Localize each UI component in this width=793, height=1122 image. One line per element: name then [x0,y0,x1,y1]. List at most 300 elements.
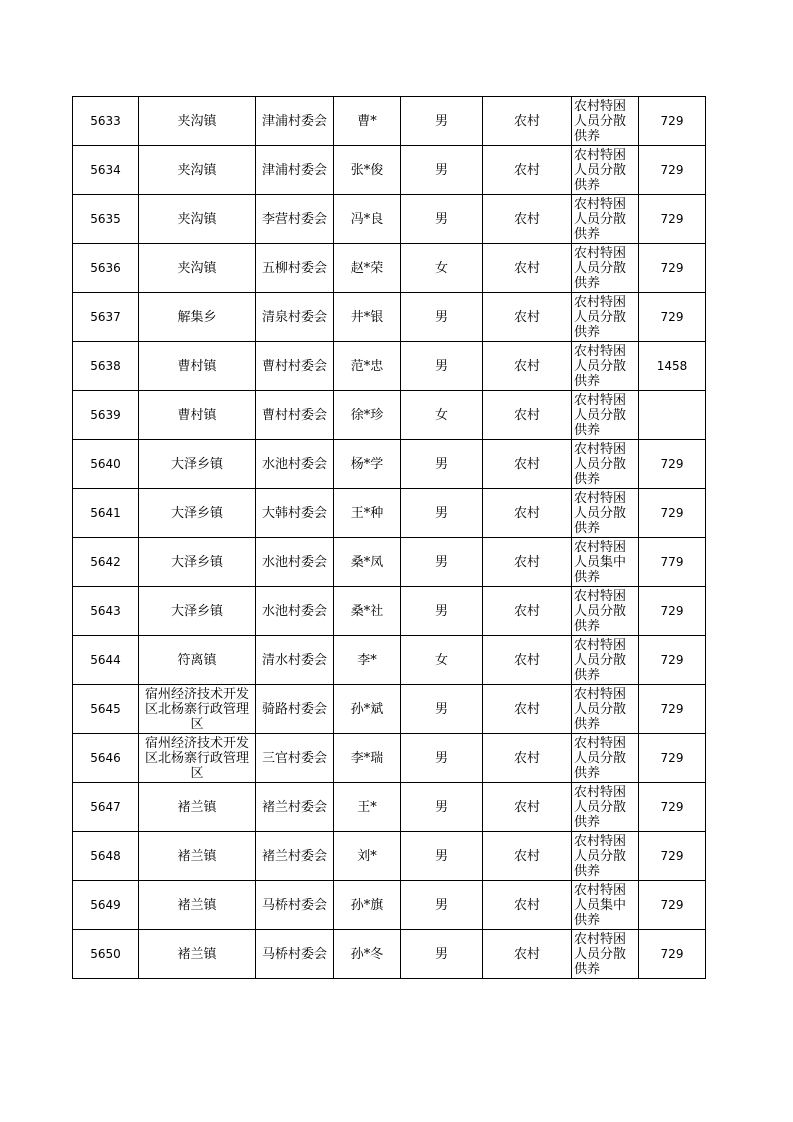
cell-town-text: 符离镇 [177,652,217,668]
cell-name [334,489,401,538]
cell-town [139,244,256,293]
cell-category-text: 农村特困人员分散供养 [574,931,627,977]
cell-gender [401,587,483,636]
cell-area [483,146,572,195]
cell-town-text: 褚兰镇 [177,946,217,962]
cell-name-text: 王*种 [350,505,384,521]
cell-town-text: 宿州经济技术开发区北杨寨行政管理区 [144,686,249,732]
cell-name-text: 孙*斌 [350,701,384,717]
table-row [73,538,706,587]
cell-id-text: 5650 [90,946,121,961]
cell-gender-text: 男 [434,603,448,619]
cell-gender-text: 男 [434,554,448,570]
cell-village-text: 津浦村委会 [261,162,327,178]
cell-town-text: 夹沟镇 [177,113,217,129]
cell-id-text: 5643 [90,603,121,618]
cell-amount-text: 1458 [656,358,688,373]
cell-category-text: 农村特困人员分散供养 [574,490,627,536]
cell-area-text: 农村 [513,554,540,570]
cell-gender [401,293,483,342]
cell-id-text: 5635 [90,211,121,226]
table-row [73,244,706,293]
cell-town [139,587,256,636]
cell-name [334,440,401,489]
table-body [73,97,706,979]
cell-amount-text: 729 [660,946,684,961]
cell-area-text: 农村 [513,848,540,864]
cell-town-text: 大泽乡镇 [170,603,223,619]
cell-gender [401,97,483,146]
cell-amount-text: 729 [660,456,684,471]
cell-area-text: 农村 [513,897,540,913]
cell-category-text: 农村特困人员分散供养 [574,98,627,144]
cell-id [73,538,139,587]
cell-amount [639,734,706,783]
cell-id [73,342,139,391]
cell-village-text: 大韩村委会 [261,505,327,521]
cell-amount [639,195,706,244]
cell-town-text: 褚兰镇 [177,799,217,815]
cell-id-text: 5640 [90,456,121,471]
cell-area [483,587,572,636]
cell-name-text: 孙*冬 [350,946,384,962]
cell-area-text: 农村 [513,701,540,717]
cell-gender [401,538,483,587]
cell-category-text: 农村特困人员分散供养 [574,833,627,879]
cell-amount-text: 729 [660,603,684,618]
cell-name [334,930,401,979]
cell-id [73,244,139,293]
cell-name [334,342,401,391]
cell-name-text: 刘* [357,848,377,864]
cell-town-text: 褚兰镇 [177,848,217,864]
cell-category-text: 农村特困人员分散供养 [574,441,627,487]
cell-village-text: 曹村村委会 [261,358,327,374]
cell-category [572,195,639,244]
cell-village [256,195,334,244]
cell-name [334,538,401,587]
cell-category [572,832,639,881]
cell-name [334,734,401,783]
cell-area [483,391,572,440]
cell-amount-text: 729 [660,750,684,765]
cell-category [572,783,639,832]
cell-town-text: 曹村镇 [177,358,217,374]
cell-town-text: 大泽乡镇 [170,456,223,472]
cell-village [256,783,334,832]
cell-town-text: 曹村镇 [177,407,217,423]
cell-amount [639,244,706,293]
cell-gender [401,881,483,930]
table-row [73,734,706,783]
cell-area-text: 农村 [513,456,540,472]
cell-village [256,489,334,538]
cell-category [572,97,639,146]
cell-village-text: 曹村村委会 [261,407,327,423]
cell-area-text: 农村 [513,799,540,815]
cell-id-text: 5639 [90,407,121,422]
cell-gender-text: 男 [434,211,448,227]
cell-name-text: 徐*珍 [350,407,384,423]
cell-amount [639,636,706,685]
cell-village-text: 水池村委会 [261,603,327,619]
cell-amount-text: 729 [660,260,684,275]
cell-area [483,195,572,244]
cell-village [256,538,334,587]
cell-town-text: 褚兰镇 [177,897,217,913]
cell-category [572,881,639,930]
cell-amount [639,489,706,538]
cell-town-text: 解集乡 [177,309,217,325]
cell-amount-text: 729 [660,113,684,128]
cell-id-text: 5647 [90,799,121,814]
cell-id-text: 5646 [90,750,121,765]
table-row [73,489,706,538]
cell-id-text: 5648 [90,848,121,863]
cell-area [483,342,572,391]
cell-gender [401,636,483,685]
cell-town [139,293,256,342]
cell-village [256,146,334,195]
cell-gender-text: 女 [434,652,448,668]
cell-town-text: 大泽乡镇 [170,505,223,521]
cell-amount [639,587,706,636]
cell-area-text: 农村 [513,260,540,276]
cell-gender [401,146,483,195]
cell-id-text: 5644 [90,652,121,667]
cell-area-text: 农村 [513,603,540,619]
cell-amount [639,342,706,391]
cell-category-text: 农村特困人员分散供养 [574,784,627,830]
cell-gender [401,342,483,391]
cell-gender [401,391,483,440]
cell-amount [639,881,706,930]
cell-town-text: 夹沟镇 [177,260,217,276]
cell-gender [401,783,483,832]
cell-category [572,538,639,587]
cell-amount [639,685,706,734]
cell-name-text: 李* [357,652,377,668]
cell-id [73,832,139,881]
cell-village-text: 清水村委会 [261,652,327,668]
cell-id-text: 5634 [90,162,121,177]
cell-village [256,244,334,293]
cell-village-text: 李营村委会 [261,211,327,227]
cell-town [139,538,256,587]
cell-name [334,244,401,293]
cell-category-text: 农村特困人员分散供养 [574,147,627,193]
cell-name-text: 冯*良 [350,211,384,227]
cell-name-text: 杨*学 [350,456,384,472]
cell-village [256,930,334,979]
cell-gender-text: 男 [434,946,448,962]
cell-village [256,440,334,489]
cell-name [334,97,401,146]
cell-town-text: 大泽乡镇 [170,554,223,570]
cell-category [572,930,639,979]
cell-area [483,97,572,146]
cell-amount [639,293,706,342]
relief-table [72,96,706,979]
table-row [73,391,706,440]
cell-area-text: 农村 [513,309,540,325]
cell-gender-text: 男 [434,848,448,864]
cell-name-text: 桑*社 [350,603,384,619]
cell-village-text: 五柳村委会 [261,260,327,276]
cell-amount-text: 779 [660,554,684,569]
cell-gender-text: 男 [434,701,448,717]
cell-area [483,881,572,930]
cell-id-text: 5642 [90,554,121,569]
cell-id [73,440,139,489]
cell-town [139,930,256,979]
cell-town [139,734,256,783]
cell-village [256,391,334,440]
cell-amount-text: 729 [660,897,684,912]
cell-town [139,97,256,146]
cell-village [256,587,334,636]
cell-category-text: 农村特困人员分散供养 [574,392,627,438]
cell-area [483,293,572,342]
cell-id [73,293,139,342]
cell-id-text: 5636 [90,260,121,275]
cell-amount [639,832,706,881]
cell-area-text: 农村 [513,162,540,178]
cell-amount [639,97,706,146]
cell-village-text: 褚兰村委会 [261,848,327,864]
cell-area [483,244,572,293]
cell-area [483,685,572,734]
cell-gender-text: 男 [434,750,448,766]
cell-area [483,636,572,685]
cell-name [334,783,401,832]
cell-town [139,146,256,195]
cell-area [483,440,572,489]
cell-village [256,342,334,391]
cell-id [73,195,139,244]
cell-gender-text: 男 [434,358,448,374]
table-row [73,195,706,244]
cell-gender-text: 男 [434,799,448,815]
cell-town [139,685,256,734]
cell-name [334,832,401,881]
cell-town [139,342,256,391]
cell-category-text: 农村特困人员分散供养 [574,245,627,291]
cell-category [572,489,639,538]
cell-area-text: 农村 [513,750,540,766]
cell-category-text: 农村特困人员分散供养 [574,343,627,389]
cell-gender-text: 女 [434,407,448,423]
cell-amount-text: 729 [660,652,684,667]
cell-category [572,587,639,636]
cell-town-text: 宿州经济技术开发区北杨寨行政管理区 [144,735,249,781]
cell-category-text: 农村特困人员分散供养 [574,637,627,683]
cell-category-text: 农村特困人员分散供养 [574,588,627,634]
cell-area [483,538,572,587]
table-row [73,930,706,979]
table-row [73,97,706,146]
cell-category-text: 农村特困人员分散供养 [574,735,627,781]
table-row [73,440,706,489]
cell-id [73,97,139,146]
cell-area-text: 农村 [513,113,540,129]
cell-gender-text: 男 [434,162,448,178]
cell-village-text: 褚兰村委会 [261,799,327,815]
table-row [73,146,706,195]
cell-category-text: 农村特困人员分散供养 [574,294,627,340]
cell-gender [401,440,483,489]
cell-amount-text: 729 [660,505,684,520]
cell-id-text: 5633 [90,113,121,128]
cell-gender [401,195,483,244]
cell-amount-text: 729 [660,211,684,226]
table-row [73,587,706,636]
cell-name-text: 孙*旗 [350,897,384,913]
table-row [73,832,706,881]
cell-name-text: 桑*凤 [350,554,384,570]
cell-id [73,146,139,195]
cell-gender-text: 女 [434,260,448,276]
cell-gender-text: 男 [434,309,448,325]
cell-name [334,587,401,636]
cell-village [256,832,334,881]
cell-id [73,587,139,636]
cell-amount-text: 729 [660,848,684,863]
cell-name [334,293,401,342]
cell-gender [401,685,483,734]
cell-village [256,881,334,930]
cell-amount-text: 729 [660,701,684,716]
cell-village [256,734,334,783]
cell-town [139,832,256,881]
cell-category [572,244,639,293]
cell-name [334,881,401,930]
cell-amount-text: 729 [660,309,684,324]
cell-village [256,293,334,342]
table-row [73,783,706,832]
cell-area-text: 农村 [513,652,540,668]
cell-area [483,734,572,783]
cell-name [334,195,401,244]
cell-amount [639,440,706,489]
cell-category-text: 农村特困人员集中供养 [574,539,627,585]
cell-village [256,685,334,734]
table-row [73,881,706,930]
cell-name-text: 王* [357,799,377,815]
cell-id [73,636,139,685]
cell-name [334,636,401,685]
table-row [73,636,706,685]
cell-category [572,391,639,440]
cell-id [73,881,139,930]
table-row [73,685,706,734]
cell-gender-text: 男 [434,505,448,521]
cell-category [572,636,639,685]
cell-gender [401,832,483,881]
cell-name [334,146,401,195]
cell-area [483,783,572,832]
cell-town [139,195,256,244]
cell-category [572,440,639,489]
cell-area [483,489,572,538]
cell-town [139,391,256,440]
cell-id [73,391,139,440]
cell-amount [639,146,706,195]
cell-town [139,881,256,930]
cell-village-text: 马桥村委会 [261,946,327,962]
cell-village-text: 清泉村委会 [261,309,327,325]
cell-id-text: 5649 [90,897,121,912]
cell-town [139,636,256,685]
cell-town-text: 夹沟镇 [177,211,217,227]
cell-name-text: 范*忠 [350,358,384,374]
cell-area-text: 农村 [513,211,540,227]
cell-amount [639,538,706,587]
cell-gender-text: 男 [434,113,448,129]
cell-amount [639,391,706,440]
cell-amount-text: 729 [660,799,684,814]
cell-village [256,636,334,685]
cell-category [572,685,639,734]
cell-village-text: 水池村委会 [261,456,327,472]
cell-name-text: 井*银 [350,309,384,325]
cell-village-text: 三官村委会 [261,750,327,766]
cell-gender-text: 男 [434,456,448,472]
cell-id-text: 5645 [90,701,121,716]
cell-name-text: 曹* [357,113,377,129]
cell-town [139,489,256,538]
cell-category [572,342,639,391]
cell-gender [401,930,483,979]
cell-id-text: 5638 [90,358,121,373]
cell-gender-text: 男 [434,897,448,913]
cell-gender [401,489,483,538]
cell-area [483,930,572,979]
cell-amount [639,783,706,832]
cell-town [139,783,256,832]
cell-name [334,685,401,734]
cell-id [73,930,139,979]
cell-id [73,489,139,538]
cell-area [483,832,572,881]
cell-area-text: 农村 [513,505,540,521]
cell-category-text: 农村特困人员集中供养 [574,882,627,928]
cell-id [73,783,139,832]
cell-village [256,97,334,146]
cell-id-text: 5641 [90,505,121,520]
cell-category-text: 农村特困人员分散供养 [574,686,627,732]
table-row [73,342,706,391]
cell-name-text: 赵*荣 [350,260,384,276]
cell-village-text: 津浦村委会 [261,113,327,129]
cell-amount-text: 729 [660,162,684,177]
cell-area-text: 农村 [513,358,540,374]
cell-gender [401,244,483,293]
cell-name-text: 李*瑞 [350,750,384,766]
cell-id [73,734,139,783]
cell-town-text: 夹沟镇 [177,162,217,178]
cell-area-text: 农村 [513,946,540,962]
cell-village-text: 马桥村委会 [261,897,327,913]
table-row [73,293,706,342]
cell-category [572,293,639,342]
cell-gender [401,734,483,783]
cell-category [572,146,639,195]
cell-village-text: 骑路村委会 [261,701,327,717]
cell-area-text: 农村 [513,407,540,423]
cell-id-text: 5637 [90,309,121,324]
cell-category [572,734,639,783]
